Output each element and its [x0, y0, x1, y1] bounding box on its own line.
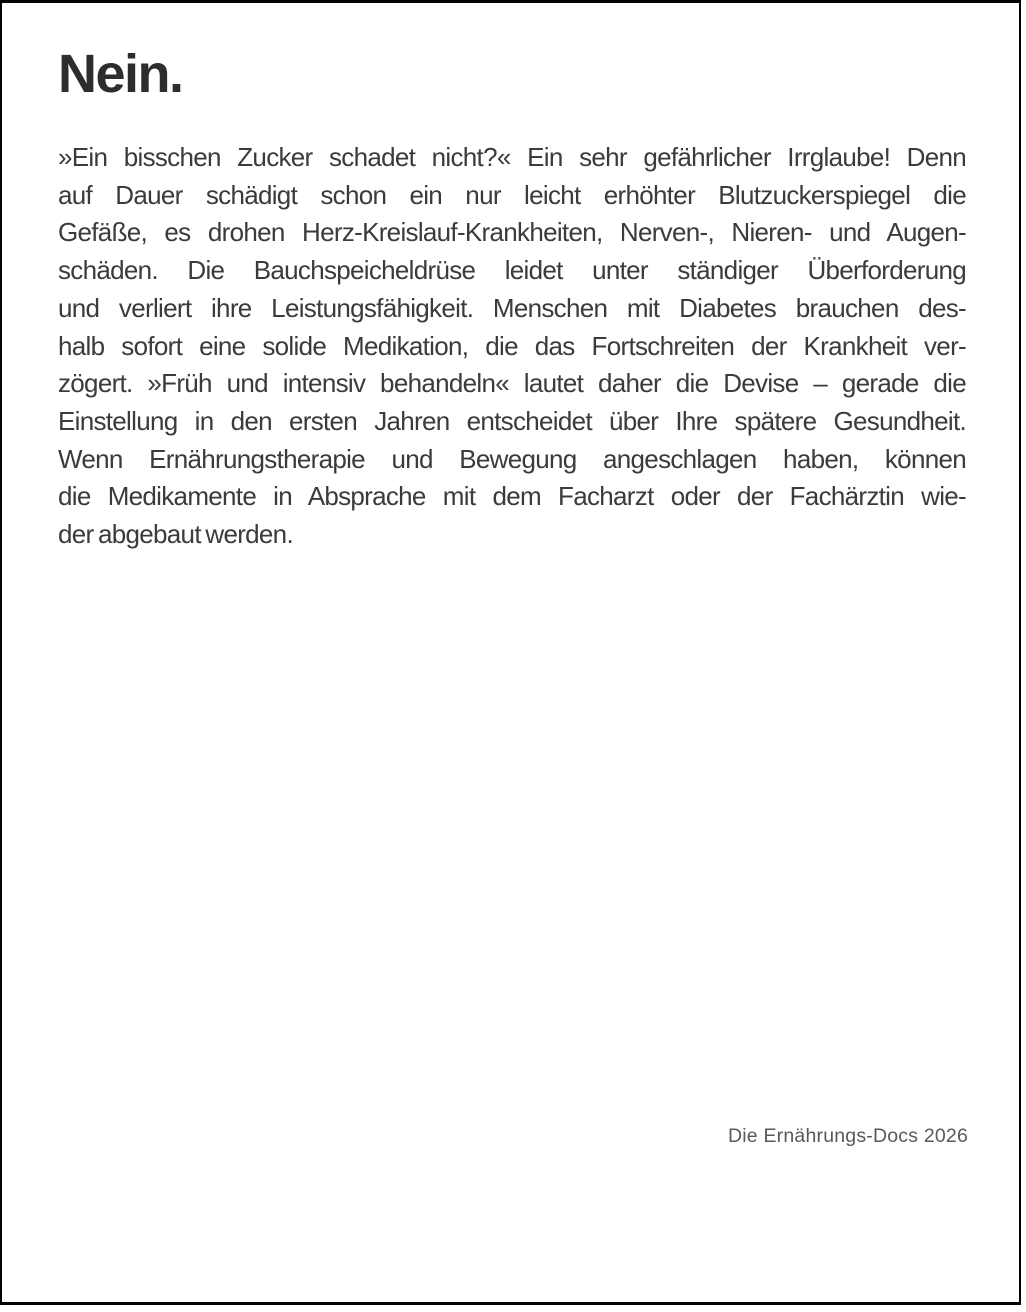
body-line: und verliert ihre Leistungsfähigkeit. Menschen mit Diabetes brauchen des- [58, 292, 966, 323]
body-line: halb sofort eine solide Medikation, die das Fortschreiten der Krankheit ver- [58, 330, 966, 361]
body-paragraph [58, 139, 966, 554]
body-line: die Medikamente in Absprache mit dem Facharzt oder der Fachärztin wie- [58, 481, 966, 512]
body-line: Gefäße, es drohen Herz-Kreislauf-Krankheiten, Nerven-, Nieren- und Augen- [58, 217, 966, 248]
body-line: zögert. »Früh und intensiv behandeln« lautet daher die Devise – gerade die [58, 368, 966, 399]
body-line: Wenn Ernährungstherapie und Bewegung angeschlagen haben, können [58, 443, 966, 474]
body-line: auf Dauer schädigt schon ein nur leicht erhöhter Blutzuckerspiegel die [58, 179, 966, 210]
body-line: »Ein bisschen Zucker schadet nicht?« Ein sehr gefährlicher Irrglaube! Denn [58, 142, 966, 172]
body-line: der abgebaut werden. [58, 519, 293, 550]
body-line: Einstellung in den ersten Jahren entscheidet über Ihre spätere Gesundheit. [58, 405, 966, 436]
page-title: Nein. [58, 44, 183, 104]
body-line: schäden. Die Bauchspeicheldrüse leidet unter ständiger Überforderung [58, 255, 966, 286]
calendar-credit: Die Ernährungs-Docs 2026 [727, 1125, 968, 1147]
